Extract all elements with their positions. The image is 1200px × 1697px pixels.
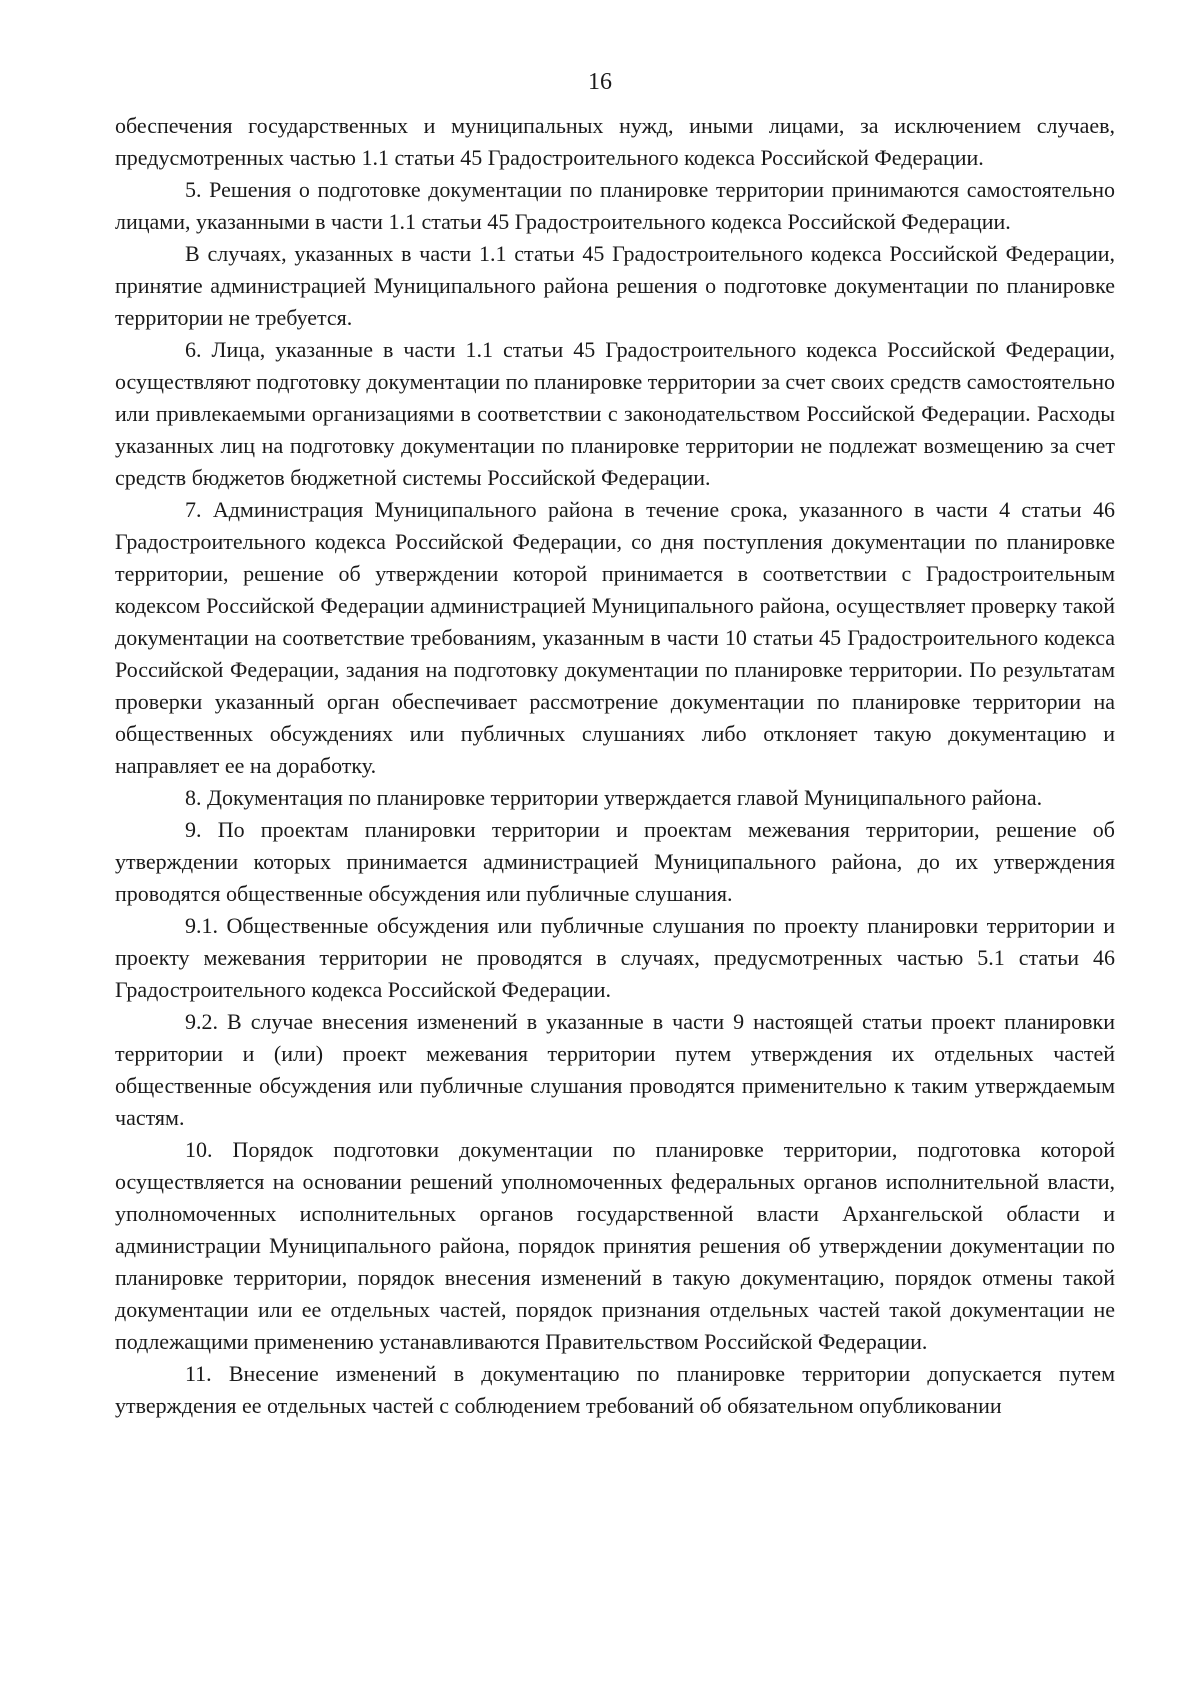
paragraph-item-11: 11. Внесение изменений в документацию по планировке территории допускается путем утверждения ее отдельных частей с соблюдением требований об обязательном опубликовании [115, 1361, 1115, 1418]
paragraph-continuation: обеспечения государственных и муниципальных нужд, иными лицами, за исключением случаев, предусмотренных частью 1.1 статьи 45 Градостроительного кодекса Российской Федерации. [115, 113, 1115, 170]
paragraph-item-9-1: 9.1. Общественные обсуждения или публичные слушания по проекту планировки территории и проекту межевания территории не проводятся в случаях, предусмотренных частью 5.1 статьи 46 Градостроительного кодекса Российской Федерации. [115, 913, 1115, 1002]
paragraph-item-8: 8. Документация по планировке территории утверждается главой Муниципального района. [185, 785, 1043, 810]
paragraph-item-9: 9. По проектам планировки территории и проектам межевания территории, решение об утверждении которых принимается администрацией Муниципального района, до их утверждения проводятся общественные обсуждения или публичные слушания. [115, 817, 1115, 906]
paragraph-item-5: 5. Решения о подготовке документации по планировке территории принимаются самостоятельно лицами, указанными в части 1.1 статьи 45 Градостроительного кодекса Российской Федерации. [115, 177, 1115, 234]
document-body [115, 110, 1115, 1422]
paragraph-item-10: 10. Порядок подготовки документации по планировке территории, подготовка которой осуществляется на основании решений уполномоченных федеральных органов исполнительной власти, уполномоченных исполнительных органов государственной власти Архангельской области и администрации Муниципального района, порядок принятия решения об утверждении документации по планировке территории, порядок внесения изменений в такую документацию, порядок отмены такой документации или ее отдельных частей, порядок признания отдельных частей такой документации не подлежащими применению устанавливаются Правительством Российской Федерации. [115, 1137, 1115, 1354]
paragraph-item-6: 6. Лица, указанные в части 1.1 статьи 45 Градостроительного кодекса Российской Федерации, осуществляют подготовку документации по планировке территории за счет своих средств самостоятельно или привлекаемыми организациями в соответствии с законодательством Российской Федерации. Расходы указанных лиц на подготовку документации по планировке территории не подлежат возмещению за счет средств бюджетов бюджетной системы Российской Федерации. [115, 337, 1115, 490]
paragraph-item-9-2: 9.2. В случае внесения изменений в указанные в части 9 настоящей статьи проект планировки территории и (или) проект межевания территории путем утверждения их отдельных частей общественные обсуждения или публичные слушания проводятся применительно к таким утверждаемым частям. [115, 1009, 1115, 1130]
page-number: 16 [588, 69, 612, 95]
paragraph-item-7: 7. Администрация Муниципального района в течение срока, указанного в части 4 статьи 46 Градостроительного кодекса Российской Федерации, со дня поступления документации по планировке территории, решение об утверждении которой принимается в соответствии с Градостроительным кодексом Российской Федерации администрацией Муниципального района, осуществляет проверку такой документации на соответствие требованиям, указанным в части 10 статьи 45 Градостроительного кодекса Российской Федерации, задания на подготовку документации по планировке территории. По результатам проверки указанный орган обеспечивает рассмотрение документации по планировке территории на общественных обсуждениях или публичных слушаниях либо отклоняет такую документацию и направляет ее на доработку. [115, 497, 1115, 778]
paragraph-item-5-cases: В случаях, указанных в части 1.1 статьи 45 Градостроительного кодекса Российской Федерации, принятие администрацией Муниципального района решения о подготовке документации по планировке территории не требуется. [115, 241, 1115, 330]
